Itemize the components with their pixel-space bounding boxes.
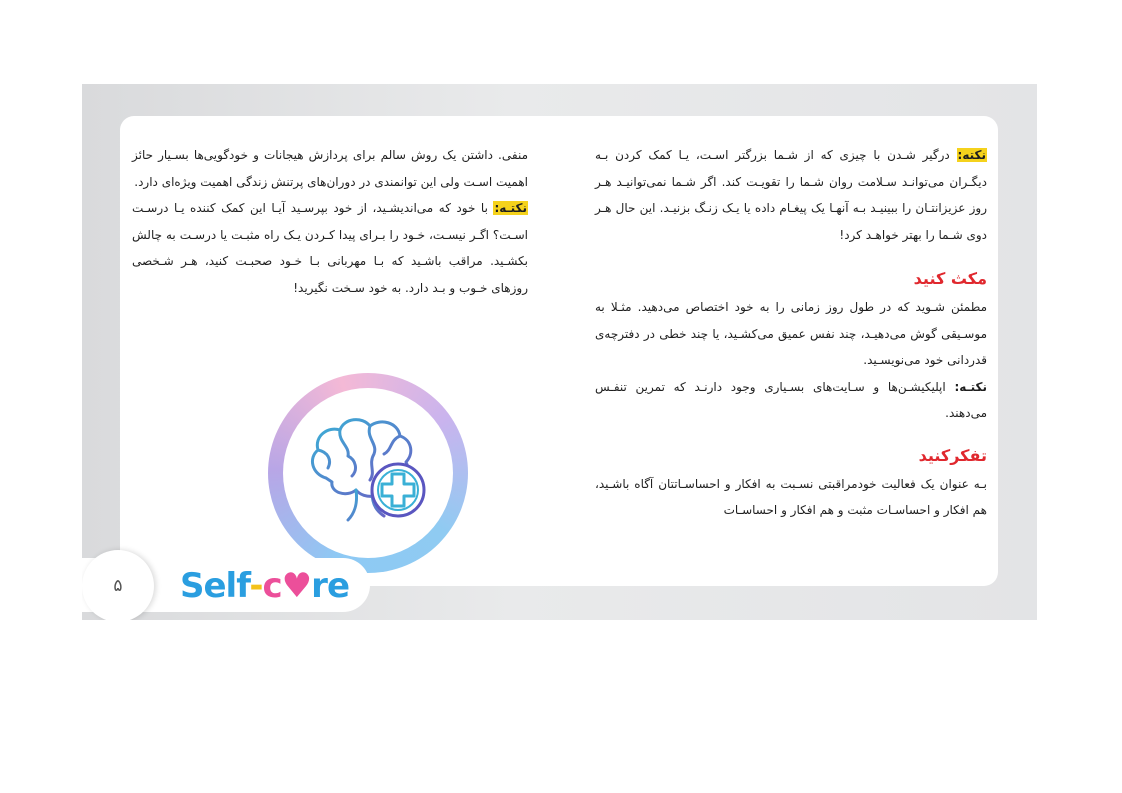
brain-illustration: [268, 373, 468, 573]
note-text: اپلیکیشـن‌ها و سـایت‌های بسـیاری وجود دارنـد که تمرین تنفـس می‌دهند.: [595, 379, 987, 420]
section-title-reflect: تفکرکنید: [918, 445, 987, 465]
note-paragraph: [132, 195, 528, 301]
section-text-pause: مطمئن شـوید که در طول روز زمانی را به خود اختصاص می‌دهید. مثـلا به موسـیقی گوش می‌دهیـد، چند نفس عمیق می‌کشـید، یا چند خطی در دفترچه‌ی قدردانی خود می‌نویسـید.: [595, 300, 987, 367]
self-care-logo: Self-c♥re: [180, 566, 349, 606]
paragraph-1: منفی. داشتن یک روش سالم برای پردازش هیجانات و خودگویی‌ها بسـیار حائز اهمیت اسـت ولی این توانمندی در دوران‌های پرتنش زندگی اهمیت ویژه‌ای دارد.: [132, 148, 528, 189]
note-label: نکتـه:: [954, 379, 987, 394]
section-title-pause: مکث کنید: [913, 269, 987, 288]
brain-plus-icon: [298, 408, 438, 538]
right-column: [595, 142, 987, 524]
note-text: درگیر شـدن با چیزی که از شـما بزرگتر اسـت، یـا کمک کردن بـه دیگـران می‌توانـد سـلامت روان شـما را تقویـت کند. اگر شـما نمی‌توانیـد هـر روز عزیزانتـان را ببینیـد بـه آنهـا یک پیغـام داده یا یـک زنـگ بزنیـد. این حال هـر دوی شـما را بهتر خواهـد کرد!: [595, 148, 987, 242]
note-paragraph-2: [595, 374, 987, 427]
note-label: نکته:: [957, 148, 986, 162]
note-label: نکتـه:: [494, 201, 527, 215]
content-card: [120, 116, 998, 586]
note-paragraph-1: [595, 142, 987, 248]
left-column: [132, 142, 528, 301]
page-number: ۵: [82, 550, 154, 620]
note-text: با خود که می‌اندیشـید، از خود بپرسـید آیـا این کمک کننده یـا درسـت اسـت؟ اگـر نیسـت، خـود را بـرای پیدا کـردن یـک راه مثبـت یا درسـت به چالش بکشـید. مراقب باشـید که بـا مهربانی بـا خـود صحبـت کنید، هـر شـخصی روزهای خـوب و بـد دارد. به خود سـخت نگیرید!: [132, 201, 528, 295]
section-text-reflect: بـه عنوان یک فعالیت خودمراقبتی نسـبت به افکار و احساسـاتتان آگاه باشـید، هم افکار و احساسـات مثبت و هم افکار و احساسـات: [595, 476, 987, 517]
page-background: [82, 84, 1037, 620]
